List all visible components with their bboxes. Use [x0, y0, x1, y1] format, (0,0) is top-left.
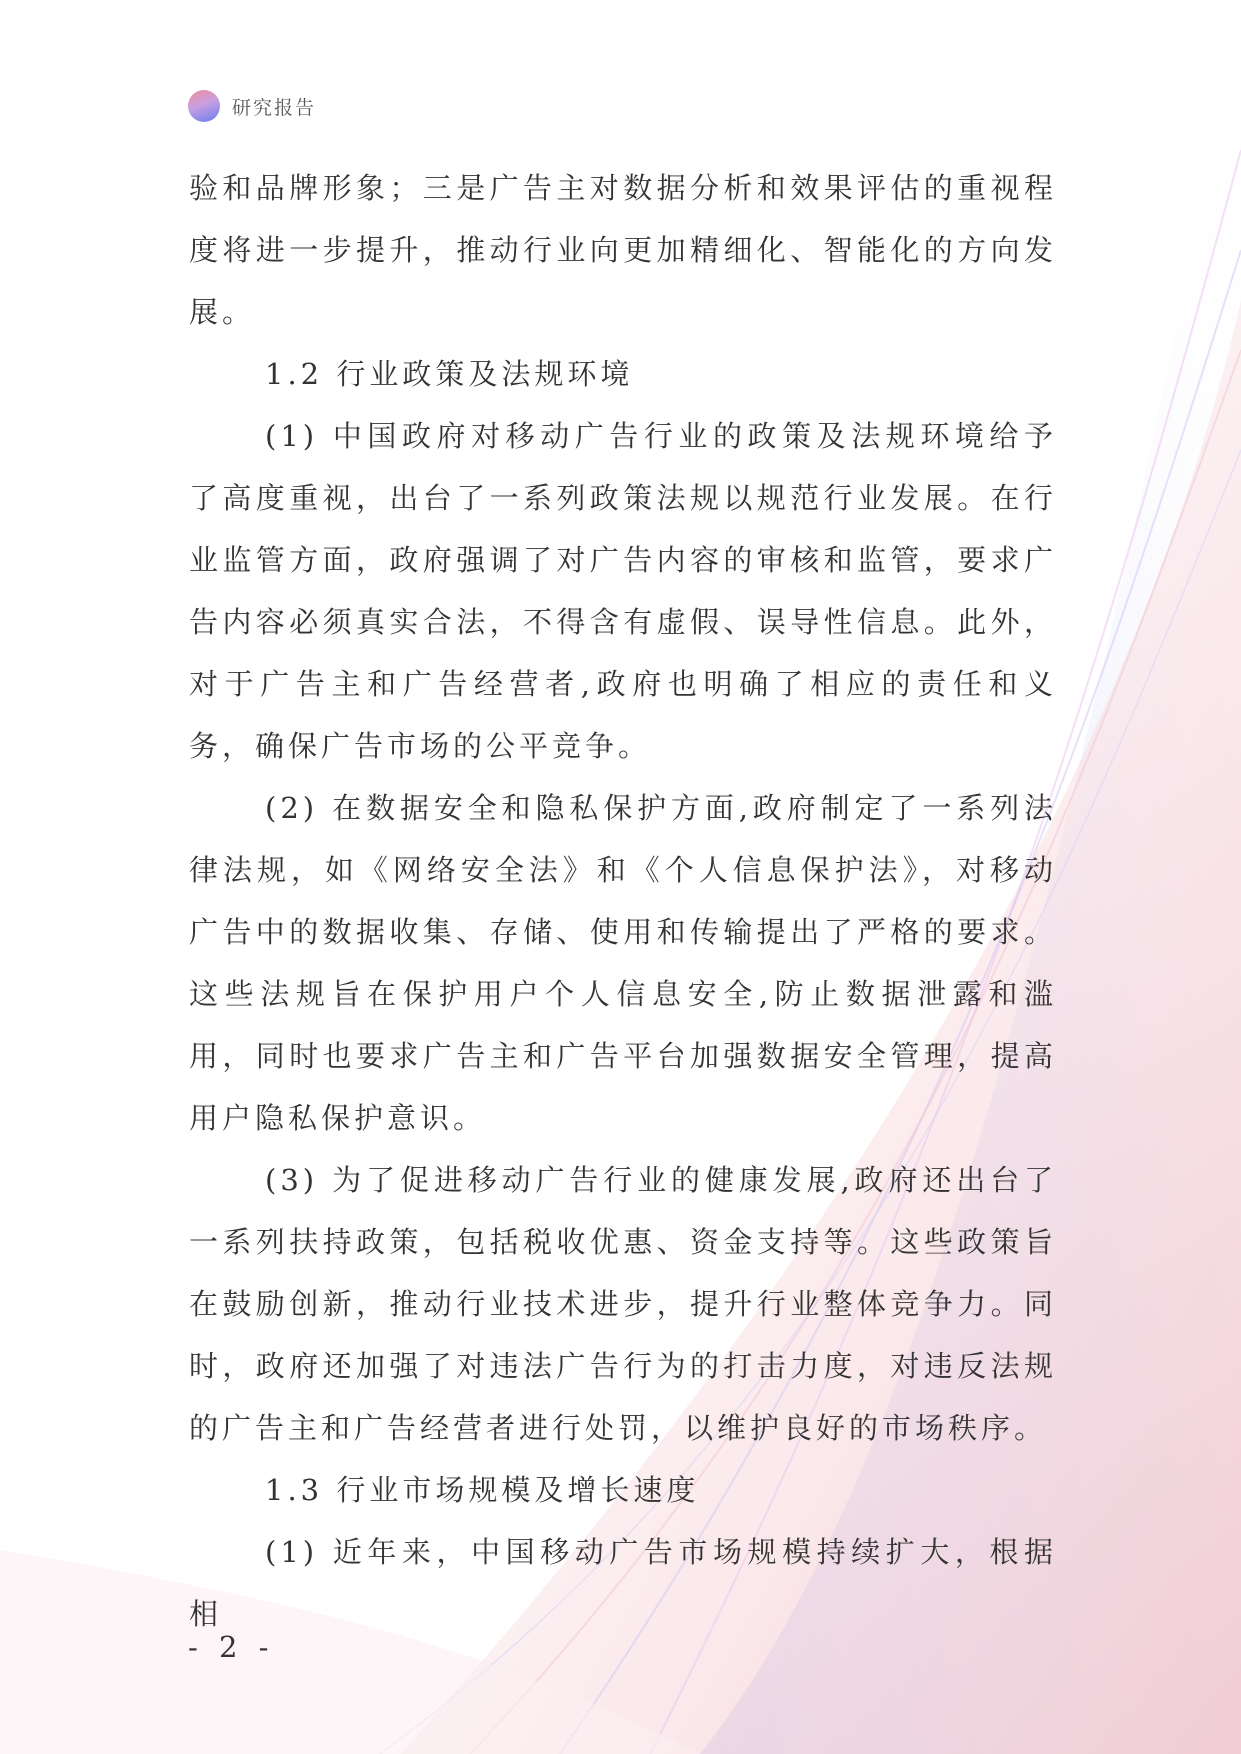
- header-title: 研究报告: [232, 96, 317, 119]
- body-paragraph: (1) 中国政府对移动广告行业的政策及法规环境给予了高度重视，出台了一系列政策法规以规范行业发展。在行业监管方面，政府强调了对广告内容的审核和监管，要求广告内容必须真实合法，不得含有虚假、误导性信息。此外，对于广告主和广告经营者,政府也明确了相应的责任和义务，确保广告市场的公平竞争。: [189, 419, 1057, 763]
- body-paragraph: (2) 在数据安全和隐私保护方面,政府制定了一系列法律法规，如《网络安全法》和《个人信息保护法》，对移动广告中的数据收集、存储、使用和传输提出了严格的要求。这些法规旨在保护用户个人信息安全,防止数据泄露和滥用，同时也要求广告主和广告平台加强数据安全管理，提高用户隐私保护意识。: [189, 791, 1057, 1135]
- page-number: - 2 -: [188, 1630, 275, 1664]
- body-paragraph: (1) 近年来，中国移动广告市场规模持续扩大，根据相: [189, 1535, 1057, 1631]
- body-paragraph: 验和品牌形象；三是广告主对数据分析和效果评估的重视程度将进一步提升，推动行业向更加精细化、智能化的方向发展。: [189, 171, 1057, 329]
- document-body: [189, 157, 1057, 1645]
- body-paragraph: (3) 为了促进移动广告行业的健康发展,政府还出台了一系列扶持政策，包括税收优惠、资金支持等。这些政策旨在鼓励创新，推动行业技术进步，提升行业整体竞争力。同时，政府还加强了对违法广告行为的打击力度，对违反法规的广告主和广告经营者进行处罚，以维护良好的市场秩序。: [189, 1163, 1057, 1445]
- report-header: [188, 89, 316, 123]
- section-heading-1-3: 1.3 行业市场规模及增长速度: [265, 1473, 700, 1507]
- section-heading-1-2: 1.2 行业政策及法规环境: [265, 357, 634, 391]
- report-logo-icon: [188, 90, 220, 122]
